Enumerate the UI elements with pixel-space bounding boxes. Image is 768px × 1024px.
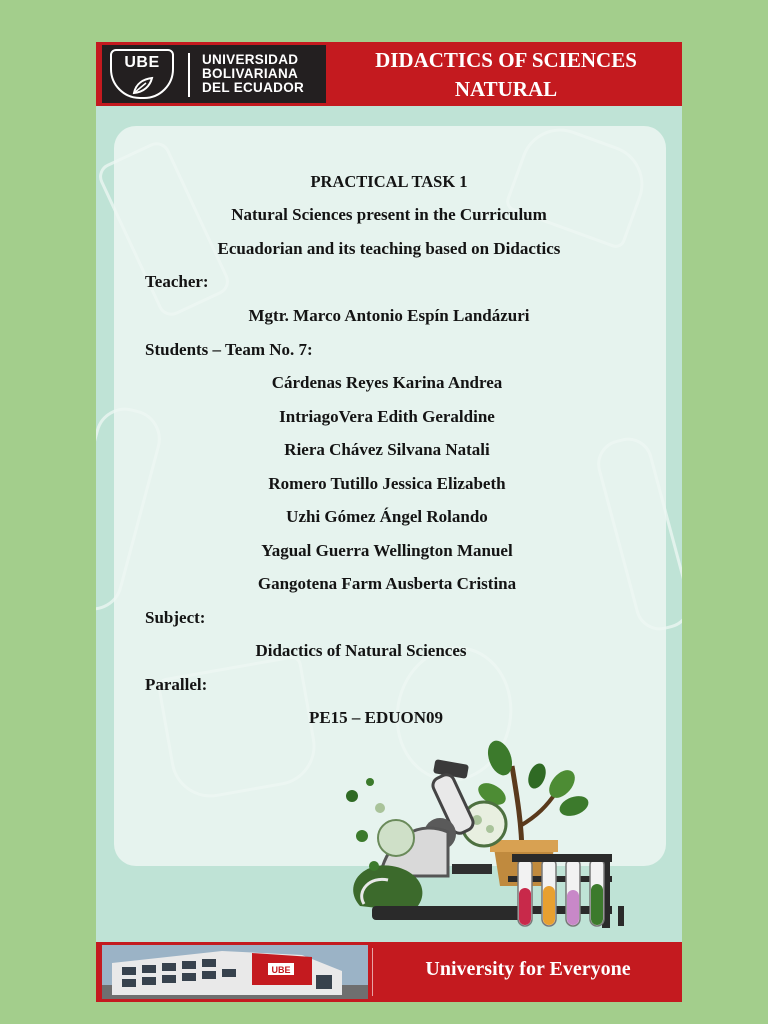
topic-line: Ecuadorian and its teaching based on Didactics <box>217 239 561 258</box>
header-title <box>330 46 682 104</box>
subject-value: Didactics of Natural Sciences <box>255 641 467 660</box>
footer-divider <box>372 948 373 996</box>
students-label: Students – Team No. 7: <box>145 340 313 359</box>
building-sign: UBE <box>271 965 291 975</box>
footer-banner <box>96 942 682 1002</box>
topic-line: Natural Sciences present in the Curriculum <box>231 205 547 224</box>
campus-building-image <box>102 945 368 999</box>
student-name: Yagual Guerra Wellington Manuel <box>261 541 513 560</box>
cover-body <box>96 106 682 942</box>
ube-shield <box>110 49 174 99</box>
header-title-line: DIDACTICS OF SCIENCES <box>375 48 637 72</box>
header-title-line: NATURAL <box>454 77 558 101</box>
university-logo <box>102 45 326 103</box>
teacher-name: Mgtr. Marco Antonio Espín Landázuri <box>248 306 530 325</box>
science-illustration <box>322 736 652 936</box>
subject-label: Subject: <box>145 608 206 627</box>
student-name: Romero Tutillo Jessica Elizabeth <box>268 474 506 493</box>
student-name: Riera Chávez Silvana Natali <box>284 440 490 459</box>
teacher-label: Teacher: <box>145 272 209 291</box>
header-banner <box>96 42 682 106</box>
logo-divider <box>188 53 190 97</box>
document-page <box>96 42 682 1002</box>
parallel-label: Parallel: <box>145 675 208 694</box>
shield-text: UBE <box>124 54 160 71</box>
footer-slogan: University for Everyone <box>425 958 631 980</box>
university-name-line: BOLIVARIANA <box>202 66 299 81</box>
university-name <box>202 53 304 95</box>
test-tubes-icon <box>508 854 624 928</box>
university-name-line: UNIVERSIDAD <box>202 52 299 67</box>
parallel-value: PE15 – EDUON09 <box>308 708 444 727</box>
student-name: Uzhi Gómez Ángel Rolando <box>286 507 488 526</box>
task-title: PRACTICAL TASK 1 <box>310 172 468 191</box>
student-name: IntriagoVera Edith Geraldine <box>279 407 495 426</box>
student-name: Cárdenas Reyes Karina Andrea <box>271 373 503 392</box>
student-name: Gangotena Farm Ausberta Cristina <box>257 574 517 593</box>
leaf-icon <box>130 75 156 97</box>
university-name-line: DEL ECUADOR <box>202 80 305 95</box>
